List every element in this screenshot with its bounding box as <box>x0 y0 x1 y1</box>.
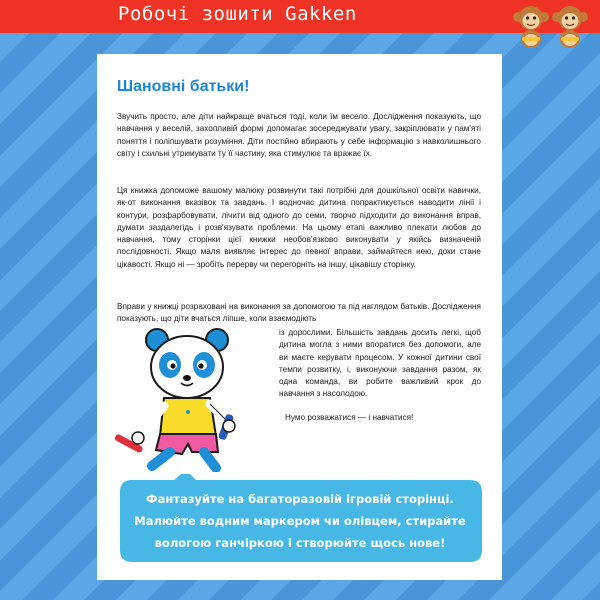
monkey-icon <box>552 4 588 50</box>
callout-line-2: Малюйте водним маркером чи олівцем, стирайте <box>134 514 466 528</box>
series-title: Робочі зошити Gakken <box>118 3 357 25</box>
callout-line-1: Фантазуйте на багаторазовій ігровій сторінці. <box>146 492 454 506</box>
callout-text <box>130 488 470 554</box>
paragraph-4: із дорослими. Більшість завдань досить легкі, щоб дитина могла з ними впоратися без допомоги, але ви маєте керувати процесом. У кожної дитини свої темпи розвитку, і, виконуючи завдання разом, як одна команда, ви робите важливий крок до навчання з насолодою. <box>279 328 481 399</box>
page-heading: Шановні батьки! <box>117 78 250 95</box>
paragraph-1: Звучить просто, але діти найкраще вчаться тоді, коли їм весело. Дослідження показують, що навчання у веселій, захопливій формі допомагає зосереджувати увагу, закріплювати у пам'яті поняття і поліпшувати розуміння. Діти постійно вбирають у себе інформацію з навколишнього світу і схильні утримувати ту її частину, яка стимулює та вражає їх. <box>117 112 481 158</box>
callout-line-3: вологою ганчіркою і створюйте щось нове! <box>154 536 446 550</box>
paragraph-2: Ця книжка допоможе вашому малюку розвинути такі потрібні для дошкільної освіти навички, як-от виконання вказівок та завдань. І водночас дитина попрактикується наводити лінії і контури, розфарбовувати, лічити від одного до семи, творчо підходити до виконання вправ, думати заздалегідь і розв'язувати проблеми. На цьому етапі важливо плекати любов до навчання, тому сторінки цієї книжки необов'язково виконувати у якійсь визначеній послідовності. Якщо маля виявляє інтерес до певної вправи, займайтеся нею, доки стане цікавості. Якщо ні — зробіть перерву чи перегорніть на іншу, цікавішу сторінку. <box>117 186 481 269</box>
paragraph-3: Вправи у книжці розраховані на виконання за допомогою та під наглядом батьків. Дослідження показують, що діти вчаться ліпше, коли взаємодіють <box>117 302 481 324</box>
panda-illustration <box>112 322 262 472</box>
monkey-icon <box>513 4 549 50</box>
closing-line: Нумо розважатися — і навчатися! <box>285 413 414 422</box>
